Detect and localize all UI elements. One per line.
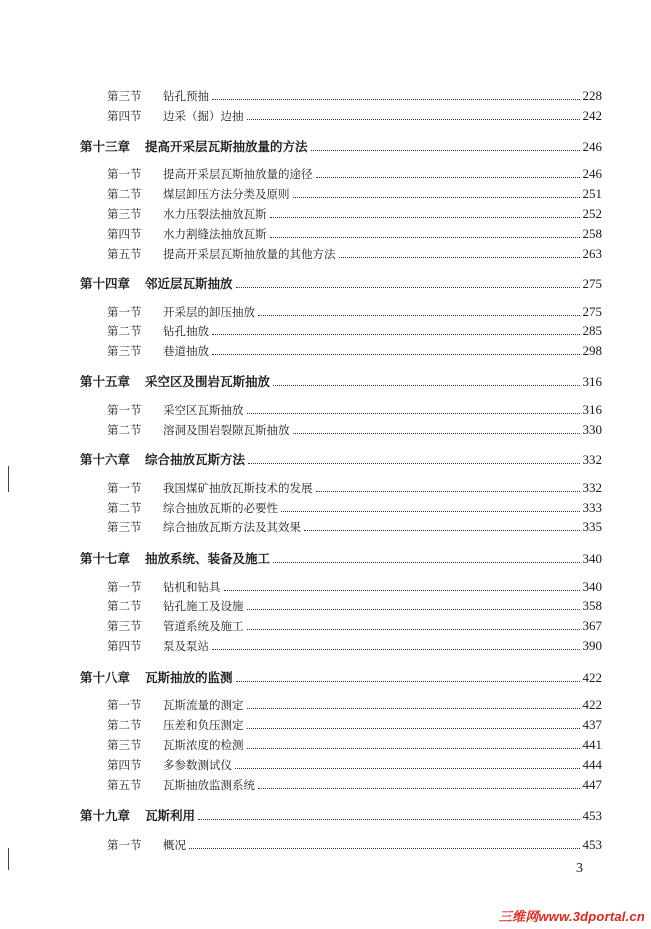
toc-entry-title: 瓦斯浓度的检测 <box>163 738 244 752</box>
dot-leader <box>293 197 580 198</box>
toc-entry <box>107 777 602 793</box>
dot-leader <box>293 433 580 434</box>
toc-entry-number: 第三节 <box>107 344 142 358</box>
toc-chapter-number: 第十七章 <box>80 551 131 566</box>
toc-entry-number: 第五节 <box>107 247 142 261</box>
toc-entry <box>107 638 602 654</box>
toc-entry-number: 第一节 <box>107 403 142 417</box>
toc-entry <box>107 579 602 595</box>
toc-entry-page: 340 <box>582 579 602 594</box>
dot-leader <box>247 413 580 414</box>
dot-leader <box>247 728 580 729</box>
toc-entry-number: 第四节 <box>107 639 142 653</box>
toc-entry-page: 275 <box>582 304 602 319</box>
dot-leader <box>316 177 580 178</box>
toc-entry-number: 第一节 <box>107 698 142 712</box>
toc-entry-page: 447 <box>582 777 602 792</box>
toc-entry-number: 第二节 <box>107 501 142 515</box>
toc-entry-title: 钻孔施工及设施 <box>163 599 244 613</box>
toc-entry <box>107 737 602 753</box>
toc-entry-title: 采空区瓦斯抽放 <box>163 403 244 417</box>
toc-chapter-page: 332 <box>582 452 602 467</box>
toc-chapter-title: 提高开采层瓦斯抽放量的方法 <box>145 139 308 154</box>
toc-entry-number: 第四节 <box>107 109 142 123</box>
toc-entry <box>107 422 602 438</box>
dot-leader <box>248 463 579 464</box>
toc-entry-title: 提高开采层瓦斯抽放量的其他方法 <box>163 247 336 261</box>
toc-entry-title: 水力压裂法抽放瓦斯 <box>163 207 267 221</box>
toc-chapter <box>80 274 602 292</box>
toc-entry-number: 第三节 <box>107 89 142 103</box>
toc-entry-page: 252 <box>582 206 602 221</box>
toc-entry-page: 228 <box>582 88 602 103</box>
toc-entry-number: 第五节 <box>107 778 142 792</box>
toc-chapter <box>80 806 602 824</box>
toc-chapter-page: 275 <box>582 276 602 291</box>
toc-entry-number: 第三节 <box>107 619 142 633</box>
toc-entry <box>107 480 602 496</box>
toc-entry-number: 第二节 <box>107 423 142 437</box>
dot-leader <box>198 819 579 820</box>
toc-entry-number: 第一节 <box>107 580 142 594</box>
toc-chapter-number: 第十四章 <box>80 276 131 291</box>
toc-entry-title: 提高开采层瓦斯抽放量的途径 <box>163 167 313 181</box>
toc-chapter-number: 第十八章 <box>80 670 131 685</box>
toc-chapter-number: 第十九章 <box>80 808 131 823</box>
toc-entry-number: 第四节 <box>107 227 142 241</box>
dot-leader <box>235 768 580 769</box>
toc-entry-title: 边采（掘）边抽 <box>163 109 244 123</box>
toc-entry-number: 第一节 <box>107 167 142 181</box>
dot-leader <box>212 354 580 355</box>
toc-entry-title: 压差和负压测定 <box>163 718 244 732</box>
dot-leader <box>247 748 580 749</box>
toc-chapter-title: 采空区及围岩瓦斯抽放 <box>145 374 271 389</box>
toc-entry-title: 巷道抽放 <box>163 344 209 358</box>
dot-leader <box>189 848 580 849</box>
toc-entry-page: 437 <box>582 717 602 732</box>
toc-entry-number: 第二节 <box>107 324 142 338</box>
toc-entry <box>107 206 602 222</box>
toc-entry-title: 我国煤矿抽放瓦斯技术的发展 <box>163 481 313 495</box>
toc-entry-number: 第三节 <box>107 207 142 221</box>
toc-entry <box>107 717 602 733</box>
toc-entry-number: 第二节 <box>107 187 142 201</box>
toc-entry-title: 水力割缝法抽放瓦斯 <box>163 227 267 241</box>
toc-entry-page: 263 <box>582 246 602 261</box>
toc-entry-title: 开采层的卸压抽放 <box>163 305 255 319</box>
toc-chapter <box>80 137 602 155</box>
dot-leader <box>247 629 580 630</box>
toc-entry-page: 335 <box>582 519 602 534</box>
toc-entry <box>107 88 602 104</box>
toc-entry-page: 332 <box>582 480 602 495</box>
dot-leader <box>236 681 580 682</box>
toc-entry-title: 管道系统及施工 <box>163 619 244 633</box>
toc-entry-page: 285 <box>582 323 602 338</box>
scan-margin-mark <box>8 848 9 870</box>
toc-entry-title: 煤层卸压方法分类及原则 <box>163 187 290 201</box>
dot-leader <box>212 99 580 100</box>
toc-entry-number: 第四节 <box>107 758 142 772</box>
page-number: 3 <box>576 861 583 876</box>
dot-leader <box>258 788 580 789</box>
toc-entry-title: 钻机和钻具 <box>163 580 221 594</box>
toc-entry-page: 390 <box>582 638 602 653</box>
toc-entry <box>107 757 602 773</box>
toc-entry <box>107 246 602 262</box>
toc-chapter-page: 422 <box>582 670 602 685</box>
toc-chapter-page: 340 <box>582 551 602 566</box>
dot-leader <box>247 119 580 120</box>
toc-entry-title: 泵及泵站 <box>163 639 209 653</box>
toc-entry-title: 综合抽放瓦斯的必要性 <box>163 501 278 515</box>
dot-leader <box>273 562 579 563</box>
dot-leader <box>270 217 580 218</box>
toc-chapter-title: 综合抽放瓦斯方法 <box>145 452 246 467</box>
toc-entry-number: 第一节 <box>107 305 142 319</box>
dot-leader <box>258 315 580 316</box>
toc-entry <box>107 186 602 202</box>
toc-entry-page: 330 <box>582 422 602 437</box>
dot-leader <box>212 334 580 335</box>
toc-entry <box>107 108 602 124</box>
toc-entry-number: 第三节 <box>107 520 142 534</box>
toc-entry <box>107 323 602 339</box>
toc-entry-page: 316 <box>582 402 602 417</box>
watermark-logo: 三维网www.3dportal.cn <box>498 909 645 924</box>
scan-margin-mark <box>8 466 9 492</box>
dot-leader <box>212 649 580 650</box>
dot-leader <box>316 491 580 492</box>
toc-entry-page: 258 <box>582 226 602 241</box>
toc-entry-number: 第三节 <box>107 738 142 752</box>
toc-entry-page: 251 <box>582 186 602 201</box>
toc-entry-page: 246 <box>582 166 602 181</box>
toc-chapter-title: 抽放系统、装备及施工 <box>145 551 271 566</box>
toc-entry-number: 第一节 <box>107 838 142 852</box>
toc-entry-page: 441 <box>582 737 602 752</box>
toc-entry-title: 溶洞及围岩裂隙瓦斯抽放 <box>163 423 290 437</box>
dot-leader <box>273 385 579 386</box>
dot-leader <box>270 237 580 238</box>
toc-entry-title: 多参数测试仪 <box>163 758 232 772</box>
toc-chapter-page: 453 <box>582 808 602 823</box>
toc-chapter-title: 瓦斯利用 <box>145 808 196 823</box>
dot-leader <box>247 708 580 709</box>
dot-leader <box>236 287 580 288</box>
toc-chapter-number: 第十五章 <box>80 374 131 389</box>
toc-entry-number: 第一节 <box>107 481 142 495</box>
dot-leader <box>281 511 580 512</box>
toc-entry <box>107 226 602 242</box>
toc-chapter <box>80 372 602 390</box>
toc-entry-page: 358 <box>582 598 602 613</box>
toc-entry-title: 钻孔抽放 <box>163 324 209 338</box>
toc-chapter <box>80 549 602 567</box>
toc-chapter <box>80 668 602 686</box>
toc-entry <box>107 304 602 320</box>
toc-entry-page: 333 <box>582 500 602 515</box>
toc-entry <box>107 618 602 634</box>
toc-chapter <box>80 450 602 468</box>
toc-chapter-number: 第十三章 <box>80 139 131 154</box>
toc-entry-page: 242 <box>582 108 602 123</box>
toc-entry-title: 综合抽放瓦斯方法及其效果 <box>163 520 301 534</box>
toc-entry-number: 第二节 <box>107 718 142 732</box>
toc-entry-page: 444 <box>582 757 602 772</box>
toc-chapter-number: 第十六章 <box>80 452 131 467</box>
toc-entry-title: 概况 <box>163 838 186 852</box>
toc-entry-title: 瓦斯抽放监测系统 <box>163 778 255 792</box>
toc-chapter-title: 瓦斯抽放的监测 <box>145 670 233 685</box>
dot-leader <box>304 530 580 531</box>
dot-leader <box>339 257 580 258</box>
dot-leader <box>311 150 580 151</box>
toc-entry-number: 第二节 <box>107 599 142 613</box>
toc-entry-title: 钻孔预抽 <box>163 89 209 103</box>
toc-entry <box>107 500 602 516</box>
toc-entry-page: 422 <box>582 697 602 712</box>
toc-chapter-page: 246 <box>582 139 602 154</box>
toc-chapter-title: 邻近层瓦斯抽放 <box>145 276 233 291</box>
toc-entry <box>107 837 602 853</box>
toc-entry-title: 瓦斯流量的测定 <box>163 698 244 712</box>
toc-entry <box>107 519 602 535</box>
toc-chapter-page: 316 <box>582 374 602 389</box>
toc-entry <box>107 697 602 713</box>
toc-entry <box>107 343 602 359</box>
toc-entry-page: 453 <box>582 837 602 852</box>
toc-entry <box>107 166 602 182</box>
dot-leader <box>224 590 580 591</box>
dot-leader <box>247 609 580 610</box>
toc-entry <box>107 402 602 418</box>
toc-entry-page: 298 <box>582 343 602 358</box>
toc-entry <box>107 598 602 614</box>
toc-entry-page: 367 <box>582 618 602 633</box>
